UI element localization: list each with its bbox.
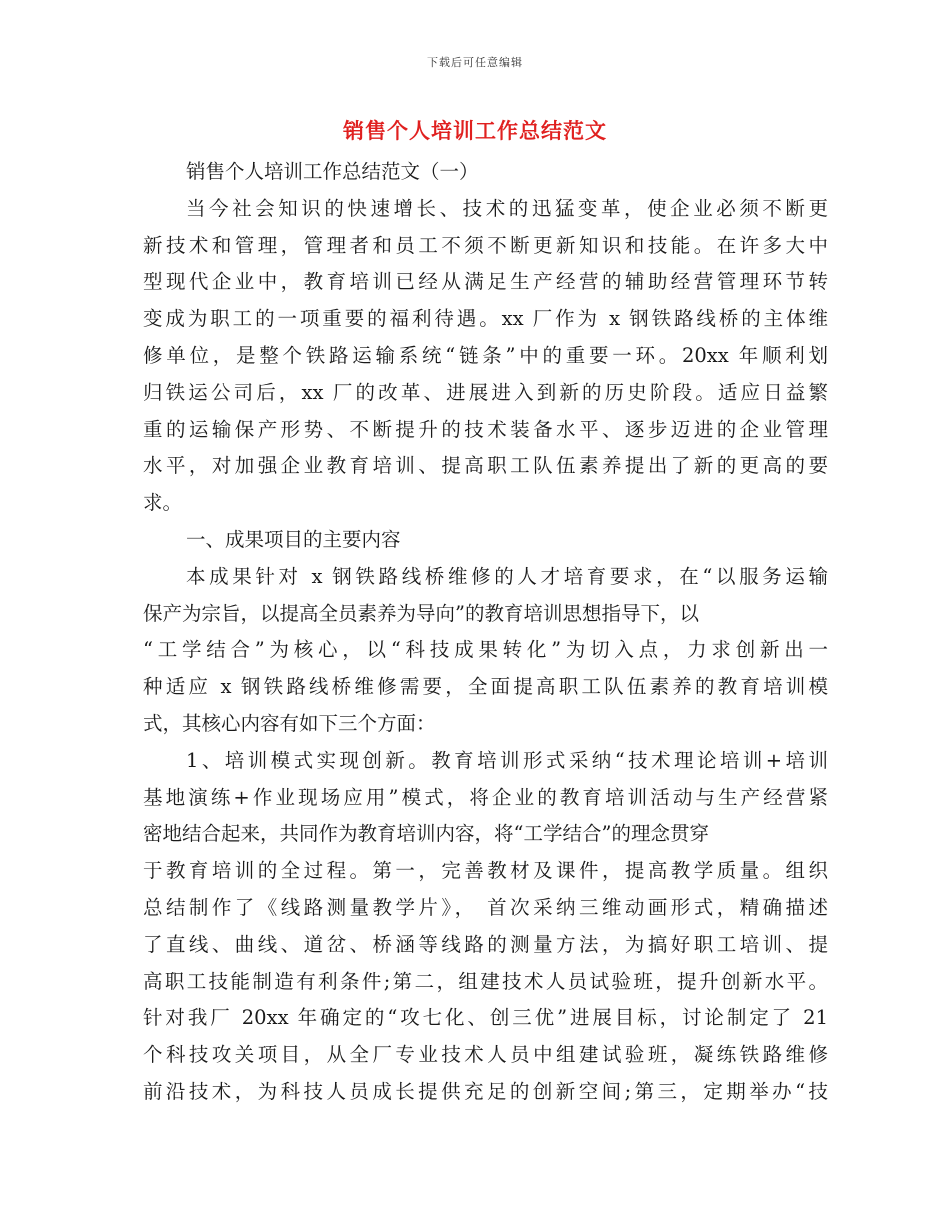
text-line: 型现代企业中，教育培训已经从满足生产经营的辅助经营管理环节转 xyxy=(143,270,828,294)
text-line: 水平，对加强企业教育培训、提高职工队伍素养提出了新的更高的要 xyxy=(143,454,828,478)
text-line: 修单位，是整个铁路运输系统“链条”中的重要一环。20xx 年顺利划 xyxy=(143,343,828,367)
text-line: 当今社会知识的快速增长、技术的迅猛变革，使企业必须不断更 xyxy=(186,196,828,220)
text-line: 个科技攻关项目，从全厂专业技术人员中组建试验班，凝练铁路维修 xyxy=(143,1043,828,1067)
text-line: 总结制作了《线路测量教学片》， 首次采纳三维动画形式，精确描述 xyxy=(143,895,828,919)
text-line: 一、成果项目的主要内容 xyxy=(186,527,401,551)
text-line: 本成果针对 x 钢铁路线桥维修的人才培育要求，在“以服务运输 xyxy=(186,564,828,588)
text-line: 归铁运公司后，xx 厂的改革、进展进入到新的历史阶段。适应日益繁 xyxy=(143,380,828,404)
document-title: 销售个人培训工作总结范文 xyxy=(343,118,607,143)
text-line: 于教育培训的全过程。第一，完善教材及课件，提高教学质量。组织 xyxy=(143,859,828,883)
document-body xyxy=(143,154,828,1111)
text-line: 新技术和管理，管理者和员工不须不断更新知识和技能。在许多大中 xyxy=(143,233,828,257)
text-line: 式，其核心内容有如下三个方面： xyxy=(143,711,436,735)
text-line: 种适应 x 钢铁路线桥维修需要，全面提高职工队伍素养的教育培训模 xyxy=(143,675,828,699)
text-line: 求。 xyxy=(143,491,183,515)
text-line: 变成为职工的一项重要的福利待遇。xx 厂作为 x 钢铁路线桥的主体维 xyxy=(143,307,828,331)
text-line: 前沿技术，为科技人员成长提供充足的创新空间;第三，定期举办“技 xyxy=(143,1079,828,1103)
text-line: 1、培训模式实现创新。教育培训形式采纳“技术理论培训+培训 xyxy=(186,748,828,772)
text-line: 重的运输保产形势、不断提升的技术装备水平、逐步迈进的企业管理 xyxy=(143,417,828,441)
text-line: 保产为宗旨，以提高全员素养为导向”的教育培训思想指导下，以 xyxy=(143,601,699,625)
text-line: 高职工技能制造有利条件;第二，组建技术人员试验班，提升创新水平。 xyxy=(143,969,828,993)
text-line: 了直线、曲线、道岔、桥涵等线路的测量方法，为搞好职工培训、提 xyxy=(143,932,828,956)
text-line: 密地结合起来，共同作为教育培训内容，将“工学结合”的理念贯穿 xyxy=(143,822,709,846)
text-line: “工学结合”为核心，以“科技成果转化”为切入点，力求创新出一 xyxy=(143,638,828,662)
page-header-note: 下载后可任意编辑 xyxy=(427,56,523,69)
text-line: 销售个人培训工作总结范文（一） xyxy=(186,160,479,183)
text-line: 基地演练+作业现场应用”模式，将企业的教育培训活动与生产经营紧 xyxy=(143,785,828,809)
text-line: 针对我厂 20xx 年确定的“攻七化、创三优”进展目标，讨论制定了 21 xyxy=(143,1006,828,1030)
